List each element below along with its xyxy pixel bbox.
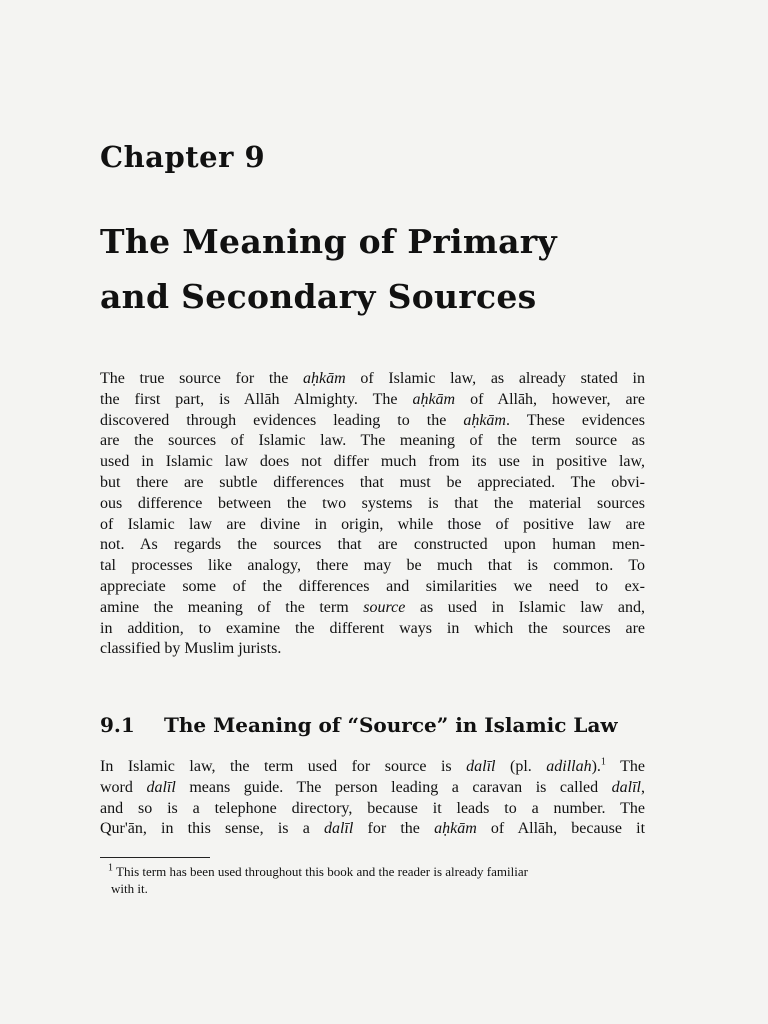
footnote-rule: [100, 857, 210, 858]
text-line: discovered through evidences leading to the aḥkām. These evidences: [100, 411, 645, 429]
text-line: appreciate some of the differences and similarities we need to ex-: [100, 577, 645, 595]
chapter-title: [100, 214, 680, 324]
footnote-line: $^1$ This term has been used throughout this book and the reader is already familiar: [108, 862, 528, 879]
text-line: but there are subtle differences that must be appreciated. The obvi-: [100, 473, 645, 491]
text-line: of Islamic law are divine in origin, while those of positive law are: [100, 515, 645, 533]
text-line: classified by Muslim jurists.: [100, 640, 282, 658]
footnote-ref: 1: [600, 756, 606, 768]
text-line: the first part, is Allāh Almighty. The aḥkām of Allāh, however, are: [100, 390, 646, 408]
chapter-title-line: The Meaning of Primary: [100, 222, 557, 261]
text-line: and so is a telephone directory, because it leads to a number. The: [100, 799, 645, 817]
text-line: tal processes like analogy, there may be much that is common. To: [100, 557, 645, 575]
intro-paragraph: [100, 369, 645, 660]
footnote: [108, 863, 645, 897]
text-line: in addition, to examine the different ways in which the sources are: [100, 619, 645, 637]
chapter-title-line: and Secondary Sources: [100, 277, 537, 316]
footnote-line: with it.: [111, 881, 148, 896]
text-line: not. As regards the sources that are constructed upon human men-: [100, 536, 645, 554]
section-number: 9.1: [100, 713, 135, 737]
text-line: amine the meaning of the term source as used in Islamic law and,: [100, 598, 645, 616]
text-line: are the sources of Islamic law. The meaning of the term source as: [100, 432, 645, 450]
section-heading: [100, 713, 618, 737]
section-title: The Meaning of “Source” in Islamic Law: [164, 713, 618, 737]
text-line: In Islamic law, the term used for source is dalīl (pl. adillah).$^1$ The: [100, 756, 645, 775]
text-line: used in Islamic law does not differ much from its use in positive law,: [100, 453, 645, 471]
section-paragraph: [100, 757, 645, 840]
chapter-label: Chapter 9: [100, 140, 266, 174]
text-line: ous difference between the two systems is that the material sources: [100, 494, 645, 512]
text-line: word dalīl means guide. The person leading a caravan is called dalīl,: [100, 778, 645, 796]
text-line: Qur'ān, in this sense, is a dalīl for the aḥkām of Allāh, because it: [100, 820, 646, 838]
text-line: The true source for the aḥkām of Islamic law, as already stated in: [100, 370, 645, 387]
footnote-marker: 1: [108, 862, 113, 874]
